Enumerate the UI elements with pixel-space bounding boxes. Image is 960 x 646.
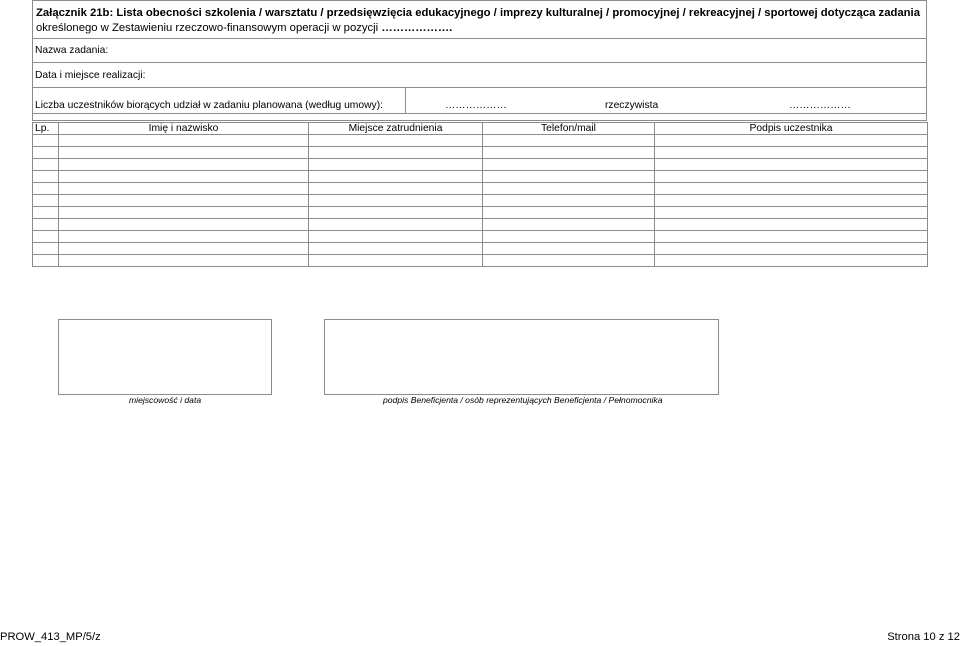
table-cell[interactable] <box>655 231 928 243</box>
table-row <box>33 183 928 195</box>
table-cell[interactable] <box>655 195 928 207</box>
col-signature-header: Podpis uczestnika <box>655 123 928 135</box>
title-line-2 <box>36 21 922 36</box>
attendance-body <box>33 135 928 267</box>
table-cell[interactable] <box>59 171 309 183</box>
table-row <box>33 231 928 243</box>
table-cell[interactable] <box>655 171 928 183</box>
table-cell[interactable] <box>309 219 483 231</box>
spacer-row <box>33 114 926 121</box>
table-cell[interactable] <box>33 147 59 159</box>
table-cell[interactable] <box>483 219 655 231</box>
place-date-box[interactable] <box>58 319 272 395</box>
table-header-row <box>33 123 928 135</box>
table-cell[interactable] <box>483 147 655 159</box>
table-cell[interactable] <box>483 135 655 147</box>
position-placeholder: ………………. <box>381 22 453 34</box>
table-cell[interactable] <box>59 219 309 231</box>
table-cell[interactable] <box>655 135 928 147</box>
date-place-row <box>33 63 926 88</box>
table-row <box>33 255 928 267</box>
table-cell[interactable] <box>309 207 483 219</box>
table-cell[interactable] <box>59 183 309 195</box>
table-cell[interactable] <box>59 243 309 255</box>
table-cell[interactable] <box>483 195 655 207</box>
table-cell[interactable] <box>33 135 59 147</box>
col-name-header: Imię i nazwisko <box>59 123 309 135</box>
col-employment-header: Miejsce zatrudnienia <box>309 123 483 135</box>
table-cell[interactable] <box>483 255 655 267</box>
table-row <box>33 219 928 231</box>
place-date-caption: miejscowość i data <box>129 395 202 405</box>
table-cell[interactable] <box>309 135 483 147</box>
table-cell[interactable] <box>309 183 483 195</box>
table-cell[interactable] <box>483 207 655 219</box>
table-cell[interactable] <box>59 255 309 267</box>
table-cell[interactable] <box>309 231 483 243</box>
table-cell[interactable] <box>483 183 655 195</box>
footer-doc-code: PROW_413_MP/5/z <box>0 631 101 643</box>
table-cell[interactable] <box>33 219 59 231</box>
participants-label: Liczba uczestników biorących udział w zadaniu planowana (według umowy): <box>35 100 383 111</box>
table-row <box>33 159 928 171</box>
footer-page-number: Strona 10 z 12 <box>887 631 960 643</box>
table-cell[interactable] <box>59 231 309 243</box>
table-cell[interactable] <box>33 171 59 183</box>
table-cell[interactable] <box>309 255 483 267</box>
table-cell[interactable] <box>655 147 928 159</box>
participants-divider <box>405 88 406 113</box>
table-cell[interactable] <box>33 183 59 195</box>
table-cell[interactable] <box>655 183 928 195</box>
table-cell[interactable] <box>309 243 483 255</box>
planned-value: ……………… <box>445 100 507 111</box>
col-contact-header: Telefon/mail <box>483 123 655 135</box>
form-frame <box>32 0 927 121</box>
table-cell[interactable] <box>655 243 928 255</box>
table-cell[interactable] <box>33 159 59 171</box>
title-line-2-text: określonego w Zestawieniu rzeczowo-finansowym operacji w pozycji <box>36 22 379 34</box>
table-cell[interactable] <box>655 159 928 171</box>
table-cell[interactable] <box>655 219 928 231</box>
beneficiary-signature-caption: podpis Beneficjenta / osób reprezentujących Beneficjenta / Pełnomocnika <box>383 395 663 405</box>
table-cell[interactable] <box>309 159 483 171</box>
table-cell[interactable] <box>59 195 309 207</box>
title-line-1: Załącznik 21b: Lista obecności szkolenia / warsztatu / przedsięwzięcia edukacyjnego / imprezy kulturalnej / promocyjnej / rekreacyjnej / sportowej dotycząca zadania <box>36 7 920 19</box>
table-row <box>33 135 928 147</box>
beneficiary-signature-box[interactable] <box>324 319 719 395</box>
col-lp-header: Lp. <box>33 123 59 135</box>
table-row <box>33 195 928 207</box>
actual-value: ……………… <box>789 100 851 111</box>
table-row <box>33 171 928 183</box>
table-cell[interactable] <box>309 195 483 207</box>
table-cell[interactable] <box>33 207 59 219</box>
date-place-label: Data i miejsce realizacji: <box>35 70 146 81</box>
table-row <box>33 243 928 255</box>
table-cell[interactable] <box>309 171 483 183</box>
attendance-table <box>32 122 928 267</box>
table-cell[interactable] <box>33 255 59 267</box>
table-cell[interactable] <box>309 147 483 159</box>
table-row <box>33 147 928 159</box>
actual-label: rzeczywista <box>605 100 659 111</box>
table-cell[interactable] <box>483 171 655 183</box>
table-cell[interactable] <box>59 147 309 159</box>
form-header <box>33 1 926 39</box>
table-cell[interactable] <box>33 243 59 255</box>
table-cell[interactable] <box>33 231 59 243</box>
task-name-row <box>33 39 926 63</box>
participants-row <box>33 88 926 114</box>
task-name-label: Nazwa zadania: <box>35 45 109 56</box>
table-cell[interactable] <box>483 159 655 171</box>
table-cell[interactable] <box>59 135 309 147</box>
table-cell[interactable] <box>655 255 928 267</box>
table-row <box>33 207 928 219</box>
table-cell[interactable] <box>59 159 309 171</box>
table-cell[interactable] <box>483 243 655 255</box>
table-cell[interactable] <box>655 207 928 219</box>
table-cell[interactable] <box>33 195 59 207</box>
table-cell[interactable] <box>59 207 309 219</box>
table-cell[interactable] <box>483 231 655 243</box>
